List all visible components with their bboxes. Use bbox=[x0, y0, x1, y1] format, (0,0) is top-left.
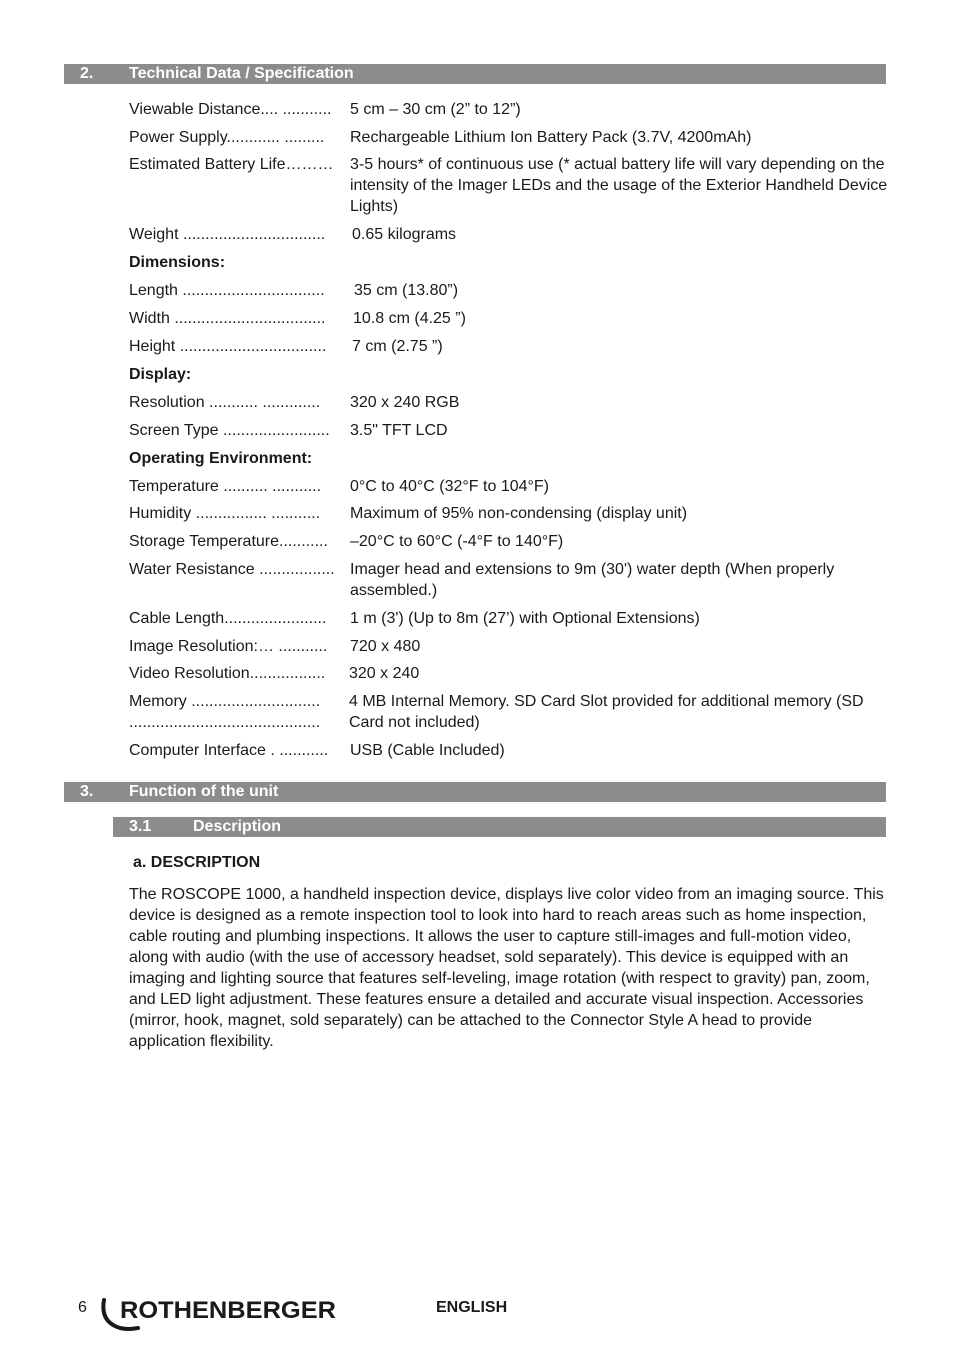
spec-label: Power Supply............ ......... bbox=[129, 129, 325, 146]
spec-label: Screen Type ........................ bbox=[129, 422, 330, 439]
operating-environment-heading: Operating Environment: bbox=[129, 450, 313, 467]
spec-value: 320 x 240 bbox=[349, 665, 420, 682]
section-2-header bbox=[64, 64, 886, 84]
section-title: Technical Data / Specification bbox=[129, 65, 354, 82]
spec-value: 0.65 kilograms bbox=[352, 226, 457, 243]
spec-label: Height ................................. bbox=[129, 338, 327, 355]
display-heading: Display: bbox=[129, 366, 192, 383]
spec-value: 5 cm – 30 cm (2” to 12”) bbox=[350, 101, 521, 118]
spec-label: Water Resistance ................. bbox=[129, 561, 335, 578]
spec-label: Temperature .......... ........... bbox=[129, 478, 322, 495]
footer-language: ENGLISH bbox=[436, 1299, 508, 1316]
section-title: Function of the unit bbox=[129, 783, 279, 800]
spec-label: Viewable Distance.... ........... bbox=[129, 101, 332, 118]
spec-label-continuation: ........................................... bbox=[129, 714, 321, 731]
spec-value: Imager head and extensions to 9m (30') water depth (When properly assembled.) bbox=[350, 561, 835, 599]
spec-label: Memory ............................. bbox=[129, 693, 321, 710]
spec-label: Estimated Battery Life……… bbox=[129, 156, 334, 173]
dimensions-heading: Dimensions: bbox=[129, 254, 226, 271]
section-3-header bbox=[64, 782, 886, 802]
spec-value: 10.8 cm (4.25 ”) bbox=[353, 310, 466, 327]
spec-value: –20°C to 60°C (-4°F to 140°F) bbox=[350, 533, 564, 550]
spec-value: 320 x 240 RGB bbox=[350, 394, 460, 411]
spec-label: Humidity ................ ........... bbox=[129, 505, 321, 522]
description-subheading: a. DESCRIPTION bbox=[133, 854, 261, 871]
spec-label: Length ................................ bbox=[129, 282, 325, 299]
rothenberger-logo bbox=[98, 1292, 348, 1334]
brand-logo-text: ROTHENBERGER bbox=[120, 1297, 336, 1324]
spec-value: 720 x 480 bbox=[350, 638, 421, 655]
spec-value: 35 cm (13.80”) bbox=[354, 282, 459, 299]
spec-value: Rechargeable Lithium Ion Battery Pack (3.7V, 4200mAh) bbox=[350, 129, 752, 146]
spec-value: 3-5 hours* of continuous use (* actual battery life will vary depending on the intensity of the Imager LEDs and the usage of the Exterior Handheld Device Lights) bbox=[350, 156, 888, 215]
spec-label: Width .................................. bbox=[129, 310, 326, 327]
spec-label: Image Resolution:… ........... bbox=[129, 638, 328, 655]
spec-label: Cable Length....................... bbox=[129, 610, 327, 627]
spec-label: Computer Interface . ........... bbox=[129, 742, 329, 759]
section-title: Description bbox=[193, 818, 282, 835]
spec-value: USB (Cable Included) bbox=[350, 742, 505, 759]
spec-label: Weight ................................ bbox=[129, 226, 326, 243]
spec-label: Storage Temperature........... bbox=[129, 533, 328, 550]
spec-value: 7 cm (2.75 ”) bbox=[352, 338, 443, 355]
page-number: 6 bbox=[78, 1299, 87, 1316]
spec-value: 3.5" TFT LCD bbox=[350, 422, 448, 439]
spec-value: Maximum of 95% non-condensing (display unit) bbox=[350, 505, 688, 522]
spec-value: 0°C to 40°C (32°F to 104°F) bbox=[350, 478, 550, 495]
spec-value: 1 m (3') (Up to 8m (27’) with Optional Extensions) bbox=[350, 610, 700, 627]
spec-label: Resolution ........... ............. bbox=[129, 394, 321, 411]
section-number: 3. bbox=[80, 783, 94, 800]
section-number: 2. bbox=[80, 65, 94, 82]
section-number: 3.1 bbox=[129, 818, 152, 835]
spec-label: Video Resolution................. bbox=[129, 665, 326, 682]
spec-value: 4 MB Internal Memory. SD Card Slot provided for additional memory (SD Card not included) bbox=[349, 693, 864, 731]
description-paragraph: The ROSCOPE 1000, a handheld inspection device, displays live color video from an imaging source. This device is designed as a remote inspection tool to look into hard to reach areas such as home inspection, cable routing and plumbing inspections. It allows the user to capture still-images and full-motion video, along with audio (with the use of accessory headset, sold separately). This device is equipped with an imaging and lighting source that features self-leveling, image rotation (with respect to gravity) pan, zoom, and LED light adjustment. These features ensure a detailed and accurate visual inspection. Accessories (mirror, hook, magnet, sold separately) can be attached to the Connector Style A head to provide application flexibility. bbox=[129, 886, 884, 1050]
section-3-1-header bbox=[113, 817, 886, 837]
